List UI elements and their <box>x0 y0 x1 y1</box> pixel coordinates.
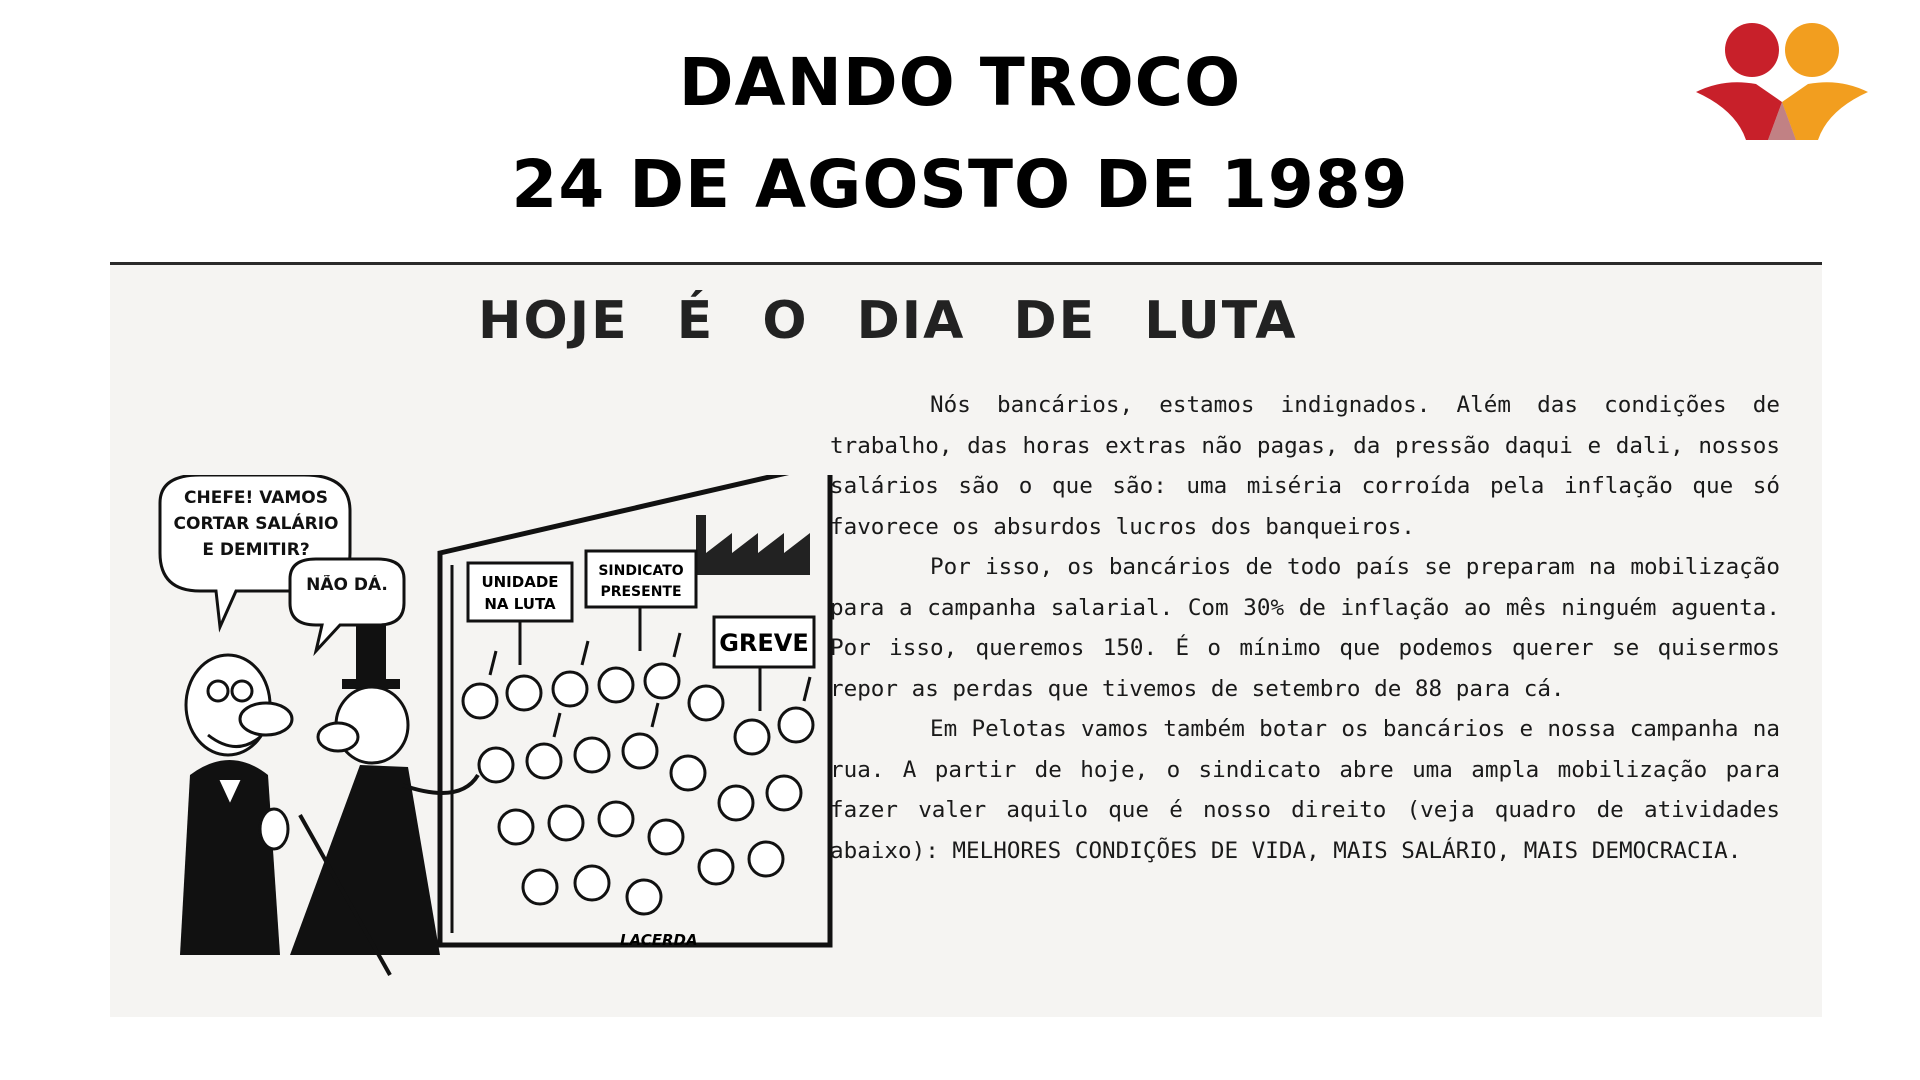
logo-red-body <box>1696 82 1782 140</box>
speech-bubble-reply <box>290 559 404 651</box>
article-paragraph-2: Por isso, os bancários de todo país se preparam na mobilização para a campanha salarial. Com 30% de inflação ao mês ninguém aguenta. Por isso, queremos 150. É o mínimo que podemos querer se quisermos repor as perdas que tivemos de setembro de 88 para cá. <box>830 554 1780 702</box>
boss-figure <box>180 655 292 955</box>
bubble-boss-text: CHEFE! VAMOS CORTAR SALÁRIO E DEMITIR? <box>173 488 339 560</box>
cartoon-factory <box>696 515 810 575</box>
logo-orange-head <box>1785 23 1839 77</box>
article-paragraph-3: Em Pelotas vamos também botar os bancários e nossa campanha na rua. A partir de hoje, o sindicato abre uma ampla mobilização para fazer valer aquilo que é nosso direito (veja quadro de atividades abaixo): MELHORES CONDIÇÕES DE VIDA, MAIS SALÁRIO, MAIS DEMOCRACIA. <box>830 716 1780 864</box>
sign-sindicato-text: SINDICATO <box>598 563 684 579</box>
cartoon-illustration <box>140 475 840 995</box>
two-figures-logo-icon <box>1694 20 1870 142</box>
sign-unidade-text: UNIDADE <box>481 573 559 591</box>
clipping-headline: HOJE É O DIA DE LUTA <box>478 291 1298 351</box>
sign-unidade-text-2: NA LUTA <box>484 595 556 613</box>
sign-sindicato-text-2: PRESENTE <box>600 584 682 600</box>
cartoon-signature: LACERDA <box>620 931 698 949</box>
article-body <box>830 385 1780 871</box>
sign-greve-text: GREVE <box>719 629 809 657</box>
bubble-reply-text: NÃO DÁ. <box>306 575 388 595</box>
banker-figure <box>290 625 478 955</box>
logo-orange-body <box>1782 82 1868 140</box>
sign-unidade <box>468 563 572 665</box>
sign-greve <box>714 617 814 711</box>
logo-red-head <box>1725 23 1779 77</box>
newspaper-clipping <box>110 262 1822 1017</box>
article-paragraph-1: Nós bancários, estamos indignados. Além das condições de trabalho, das horas extras não pagas, da pressão daqui e dali, nossos salários são o que são: uma miséria corroída pela inflação que só favorece os absurdos lucros dos banqueiros. <box>830 392 1780 540</box>
page-date-title: 24 DE AGOSTO DE 1989 <box>511 146 1409 223</box>
page-title: DANDO TROCO <box>678 44 1242 121</box>
